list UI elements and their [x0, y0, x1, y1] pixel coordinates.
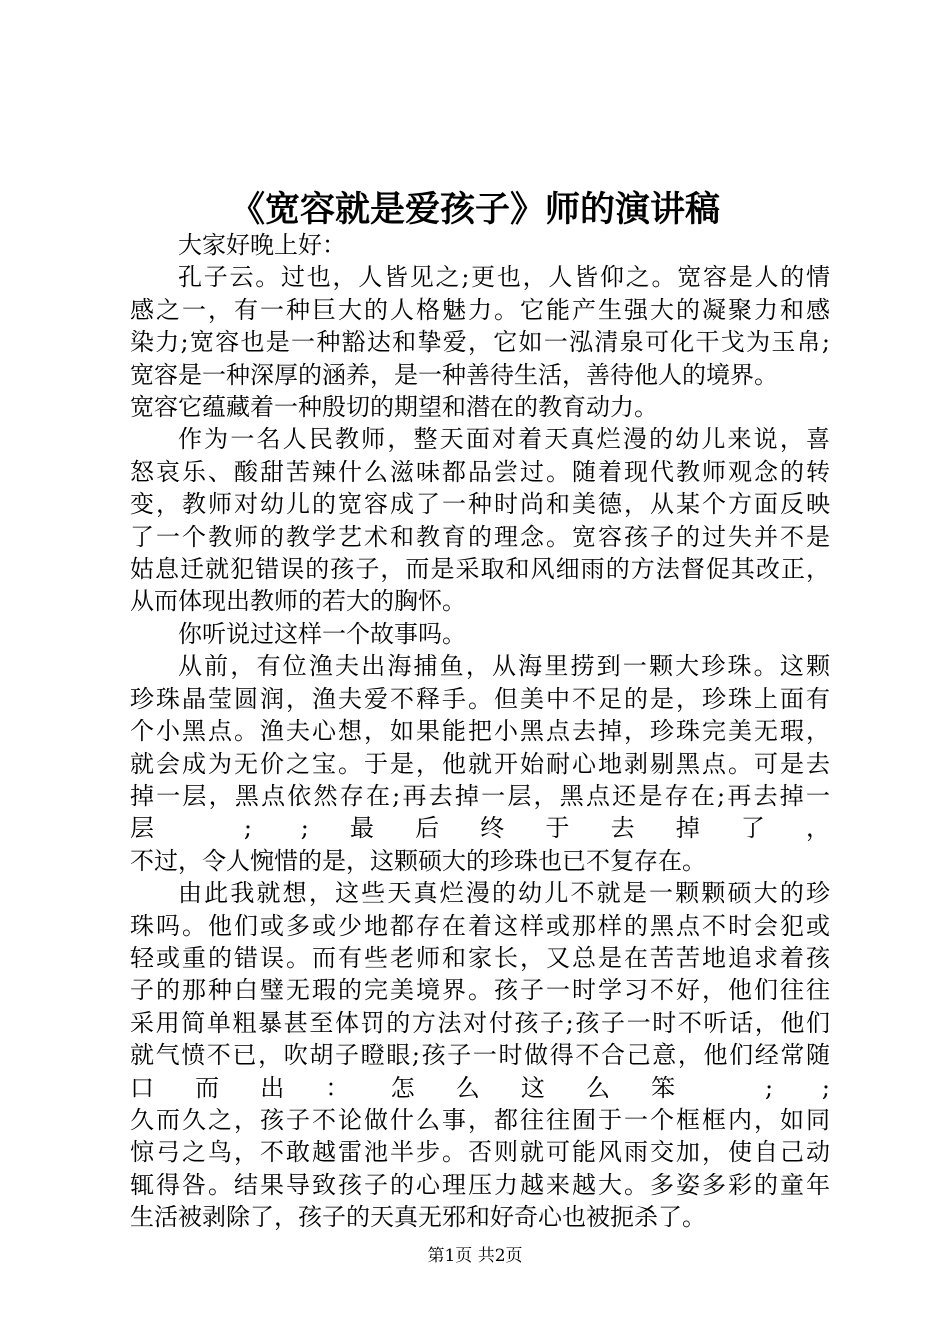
paragraph-greeting [130, 229, 830, 261]
text-line: 感之一，有一种巨大的人格魅力。它能产生强大的凝聚力和感 [130, 295, 830, 324]
paragraph-confucius [130, 261, 830, 423]
text-line: 就会成为无价之宝。于是，他就开始耐心地剥剔黑点。可是去 [130, 749, 830, 778]
text-line: 染力;宽容也是一种豁达和挚爱，它如一泓清泉可化干戈为玉帛; [130, 328, 830, 357]
text-line: 从而体现出教师的若大的胸怀。 [130, 587, 466, 616]
text-line: 怒哀乐、酸甜苦辣什么滋味都品尝过。随着现代教师观念的转 [130, 457, 830, 486]
text-line: 你听说过这样一个故事吗。 [178, 619, 466, 648]
text-line: 口而出：怎么这么笨 ; ; [130, 1073, 830, 1102]
paragraph-reflection [130, 877, 830, 1233]
text-line: 掉一层，黑点依然存在;再去掉一层，黑点还是存在;再去掉一 [130, 781, 830, 810]
text-line: 姑息迁就犯错误的孩子，而是采取和风细雨的方法督促其改正， [130, 555, 830, 584]
text-line: 变，教师对幼儿的宽容成了一种时尚和美德，从某个方面反映 [130, 490, 830, 519]
page-footer: 第1页 共2页 [427, 1246, 523, 1266]
text-line: 不过，令人惋惜的是，这颗硕大的珍珠也已不复存在。 [130, 846, 706, 875]
text-line: 孔子云。过也，人皆见之;更也，人皆仰之。宽容是人的情 [178, 263, 830, 292]
text-line: 宽容它蕴藏着一种殷切的期望和潜在的教育动力。 [130, 393, 658, 422]
text-line: 轻或重的错误。而有些老师和家长，又总是在苦苦地追求着孩 [130, 943, 830, 972]
text-line: 宽容是一种深厚的涵养，是一种善待生活，善待他人的境界。 [130, 360, 778, 389]
text-line: 采用简单粗暴甚至体罚的方法对付孩子;孩子一时不听话，他们 [130, 1008, 830, 1037]
document-body [130, 229, 830, 1234]
text-line: 生活被剥除了，孩子的天真无邪和好奇心也被扼杀了。 [130, 1203, 706, 1232]
paragraph-fisherman-story [130, 650, 830, 877]
paragraph-story-intro [130, 618, 830, 650]
paragraph-teacher [130, 423, 830, 617]
text-line: 从前，有位渔夫出海捕鱼，从海里捞到一颗大珍珠。这颗 [178, 652, 830, 681]
text-line: 大家好晚上好： [178, 231, 346, 259]
document-title: 《宽容就是爱孩子》师的演讲稿 [229, 189, 720, 230]
text-line: 辄得咎。结果导致孩子的心理压力越来越大。多姿多彩的童年 [130, 1170, 830, 1199]
text-line: 就气愤不已，吹胡子瞪眼;孩子一时做得不合己意，他们经常随 [130, 1041, 830, 1070]
text-line: 层 ; ;最后终于去掉了， [130, 814, 830, 843]
text-line: 子的那种白璧无瑕的完美境界。孩子一时学习不好，他们往往 [130, 976, 830, 1005]
text-line: 了一个教师的教学艺术和教育的理念。宽容孩子的过失并不是 [130, 522, 830, 551]
text-line: 珍珠晶莹圆润，渔夫爱不释手。但美中不足的是，珍珠上面有 [130, 684, 830, 713]
text-line: 个小黑点。渔夫心想，如果能把小黑点去掉，珍珠完美无瑕， [130, 717, 830, 746]
text-line: 惊弓之鸟，不敢越雷池半步。否则就可能风雨交加，使自己动 [130, 1138, 830, 1167]
text-line: 由此我就想，这些天真烂漫的幼儿不就是一颗颗硕大的珍 [178, 879, 830, 908]
text-line: 作为一名人民教师，整天面对着天真烂漫的幼儿来说，喜 [178, 425, 830, 454]
text-line: 久而久之，孩子不论做什么事，都往往囿于一个框框内，如同 [130, 1105, 830, 1134]
text-line: 珠吗。他们或多或少地都存在着这样或那样的黑点不时会犯或 [130, 911, 830, 940]
